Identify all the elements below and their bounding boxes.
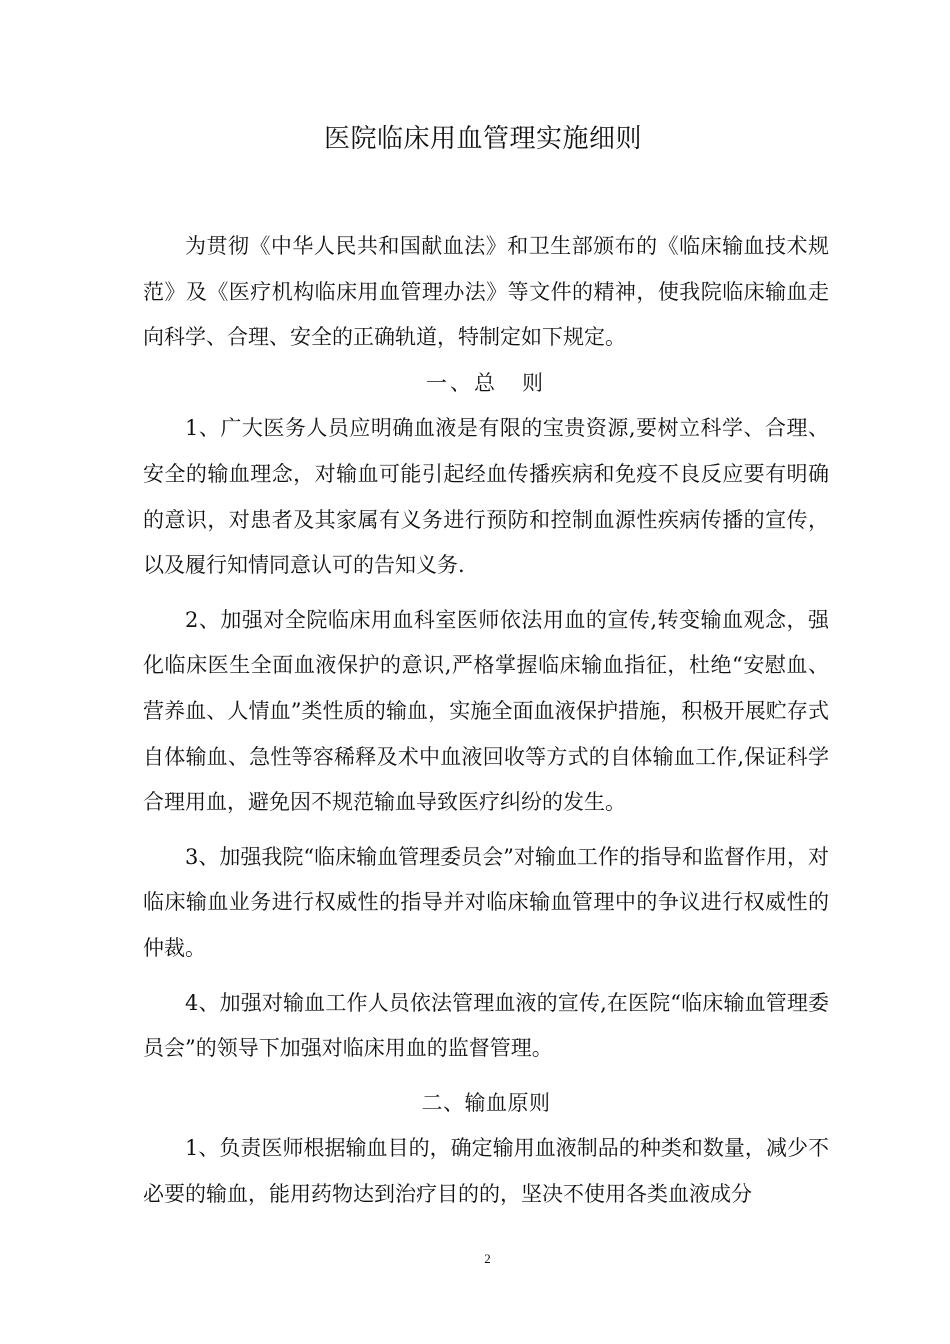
paragraph-gap: [143, 589, 829, 598]
section1-item-2: 2、加强对全院临床用血科室医师依法用血的宣传,转变输血观念，强化临床医生全面血液保护的意识,严格掌握临床输血指征，杜绝“安慰血、营养血、人情血”类性质的输血，实施全面血液保护措施，积极开展贮存式自体输血、急性等容稀释及术中血液回收等方式的自体输血工作,保证科学合理用血，避免因不规范输血导致医疗纠纷的发生。: [143, 607, 829, 815]
paragraph-gap: [143, 972, 829, 981]
paragraph-gap: [143, 1072, 829, 1081]
section-heading-general: 一、总 则: [426, 370, 546, 395]
document-title: 医院临床用血管理实施细则: [323, 124, 642, 154]
section1-item-1: 1、广大医务人员应明确血液是有限的宝贵资源,要树立科学、合理、安全的输血理念，对输血可能引起经血传播疾病和免疫不良反应要有明确的意识，对患者及其家属有义务进行预防和控制血源性疾病传播的宣传，以及履行知情同意认可的告知义务.: [143, 416, 829, 578]
section2-item-1: 1、负责医师根据输血目的，确定输用血液制品的种类和数量，减少不必要的输血，能用药物达到治疗目的的，坚决不使用各类血液成分: [143, 1136, 829, 1206]
paragraph-gap: [143, 826, 829, 835]
section1-item-4: 4、加强对输血工作人员依法管理血液的宣传,在医院“临床输血管理委员会”的领导下加强对临床用血的监督管理。: [143, 990, 829, 1061]
document-body: [143, 224, 829, 1217]
intro-paragraph: 为贯彻《中华人民共和国献血法》和卫生部颁布的《临床输血技术规范》及《医疗机构临床用血管理办法》等文件的精神，使我院临床输血走向科学、合理、安全的正确轨道，特制定如下规定。: [143, 234, 829, 350]
section-heading-principles: 二、输血原则: [421, 1090, 551, 1115]
section1-item-3: 3、加强我院“临床输血管理委员会”对输血工作的指导和监督作用，对临床输血业务进行权威性的指导并对临床输血管理中的争议进行权威性的仲裁。: [143, 844, 829, 960]
page-number: 2: [484, 1251, 491, 1266]
